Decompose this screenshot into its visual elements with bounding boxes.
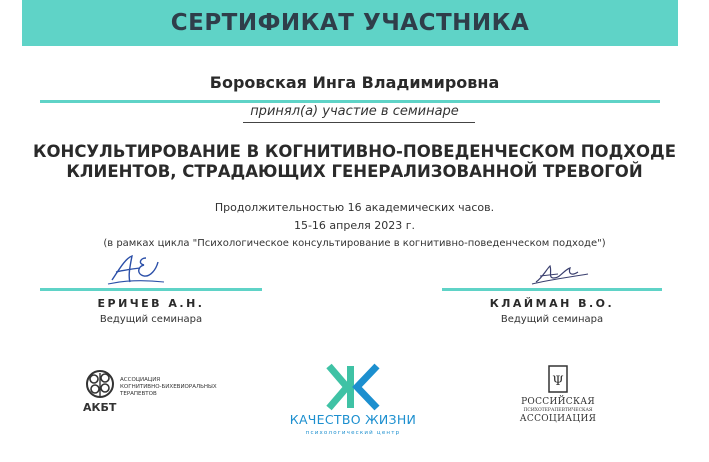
akbt-line-3: ТЕРАПЕВТОВ: [120, 391, 157, 397]
signer-role-right: Ведущий семинара: [500, 314, 604, 325]
signature-block-left: [40, 250, 262, 330]
akbt-logo: [83, 368, 233, 416]
seminar-title-line-2: КЛИЕНТОВ, СТРАДАЮЩИХ ГЕНЕРАЛИЗОВАННОЙ ТРЕВОГОЙ: [66, 162, 643, 181]
kachestvo-subtitle: психологический центр: [305, 430, 401, 436]
brain-icon: [83, 368, 117, 402]
akbt-line-2: КОГНИТИВНО-БИХЕВИОРАЛЬНЫХ: [120, 384, 217, 390]
akbt-abbr: АКБТ: [83, 401, 117, 414]
signer-name-left: ЕРИЧЕВ А.Н.: [97, 297, 205, 310]
rpa-emblem-icon: [548, 365, 568, 395]
seminar-cycle: (в рамках цикла "Психологическое консультирование в когнитивно-поведенческом подходе"): [103, 238, 606, 249]
participant-name: Боровская Инга Владимировна: [209, 73, 500, 92]
signer-role-left: Ведущий семинара: [99, 314, 203, 325]
svg-text:Ψ: Ψ: [552, 374, 564, 389]
signature-line-left: [40, 288, 262, 291]
name-divider: [40, 100, 660, 103]
rpa-line-1: РОССИЙСКАЯ: [521, 397, 595, 407]
akbt-line-1: АССОЦИАЦИЯ: [120, 377, 161, 383]
seminar-dates: 15-16 апреля 2023 г.: [293, 219, 416, 232]
kachestvo-zhizni-logo: [278, 360, 428, 440]
signature-block-right: [442, 250, 662, 330]
rpa-line-3: АССОЦИАЦИЯ: [519, 414, 597, 424]
participated-caption: принял(а) участие в семинаре: [250, 104, 459, 119]
title-banner: [22, 0, 678, 46]
seminar-title: [20, 142, 689, 182]
signature-right-icon: [530, 256, 592, 290]
akbt-caption: [120, 377, 230, 398]
signature-line-right: [442, 288, 662, 291]
seminar-title-line-1: КОНСУЛЬТИРОВАНИЕ В КОГНИТИВНО-ПОВЕДЕНЧЕСКОМ ПОДХОДЕ: [33, 142, 676, 161]
rpa-line-2: ПСИХОТЕРАПЕВТИЧЕСКАЯ: [523, 408, 593, 413]
signature-left-icon: [106, 250, 172, 290]
signer-name-right: КЛАЙМАН В.О.: [489, 297, 615, 310]
certificate-title: СЕРТИФИКАТ УЧАСТНИКА: [170, 10, 530, 36]
kachestvo-title: КАЧЕСТВО ЖИЗНИ: [289, 412, 417, 427]
caption-underline: [243, 122, 475, 123]
seminar-duration: Продолжительностью 16 академических часов.: [214, 201, 495, 214]
zhk-monogram-icon: [325, 362, 381, 412]
rpa-logo: [508, 365, 608, 430]
